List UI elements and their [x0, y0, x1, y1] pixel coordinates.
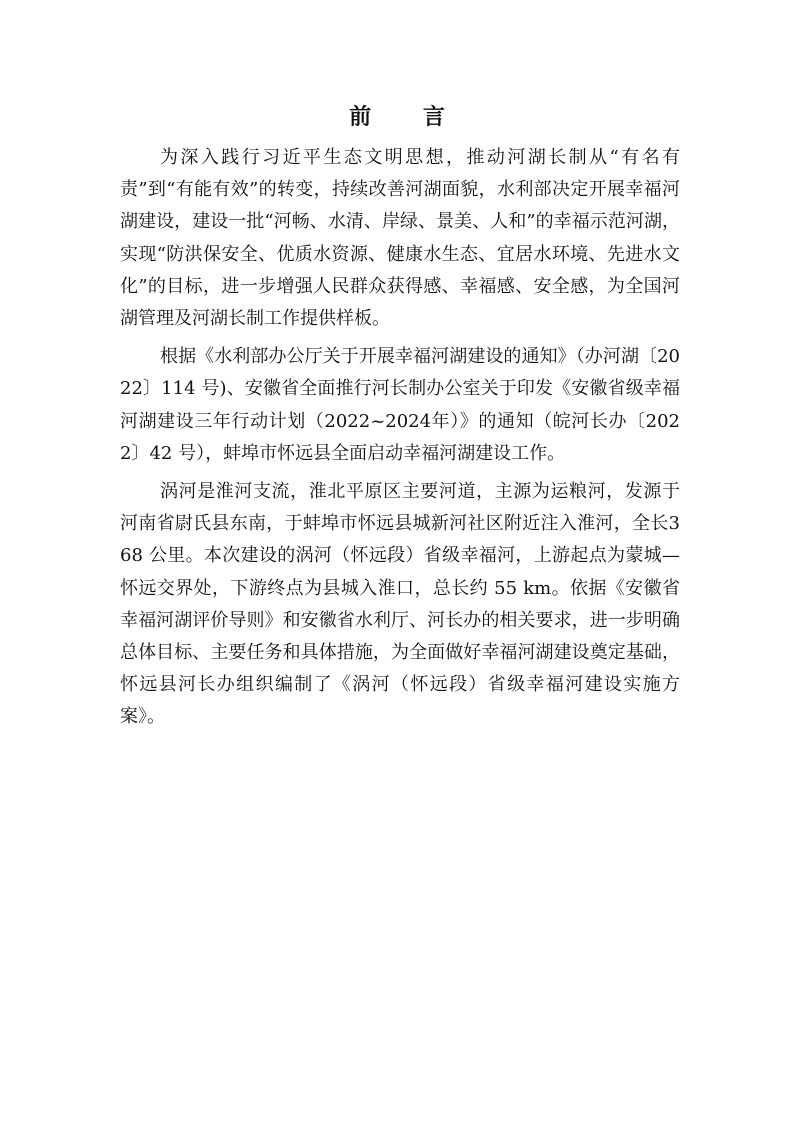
- paragraph-basis: 根据《水利部办公厅关于开展幸福河湖建设的通知》（办河湖〔2022〕114 号)、安徽省全面推行河长制办公室关于印发《安徽省级幸福河湖建设三年行动计划（2022~2024年）》的通知（皖河长办〔2022〕42 号），蚌埠市怀远县全面启动幸福河湖建设工作。: [120, 346, 680, 464]
- paragraph-overview: 涡河是淮河支流，淮北平原区主要河道，主源为运粮河，发源于河南省尉氏县东南，于蚌埠市怀远县城新河社区附近注入淮河，全长368 公里。本次建设的涡河（怀远段）省级幸福河，上游起点为蒙城—怀远交界处，下游终点为县城入淮口，总长约 55 km。依据《安徽省幸福河湖评价导则》和安徽省水利厅、河长办的相关要求，进一步明确总体目标、主要任务和具体措施，为全面做好幸福河湖建设奠定基础，怀远县河长办组织编制了《涡河（怀远段）省级幸福河建设实施方案》。: [120, 481, 680, 728]
- body-text: [120, 142, 680, 740]
- page-title: 前 言: [349, 105, 467, 130]
- paragraph-purpose: 为深入践行习近平生态文明思想，推动河湖长制从“有名有责”到“有能有效”的转变，持续改善河湖面貌，水利部决定开展幸福河湖建设，建设一批“河畅、水清、岸绿、景美、人和”的幸福示范河湖，实现“防洪保安全、优质水资源、健康水生态、宜居水环境、先进水文化”的目标，进一步增强人民群众获得感、幸福感、安全感，为全国河湖管理及河湖长制工作提供样板。: [120, 147, 680, 330]
